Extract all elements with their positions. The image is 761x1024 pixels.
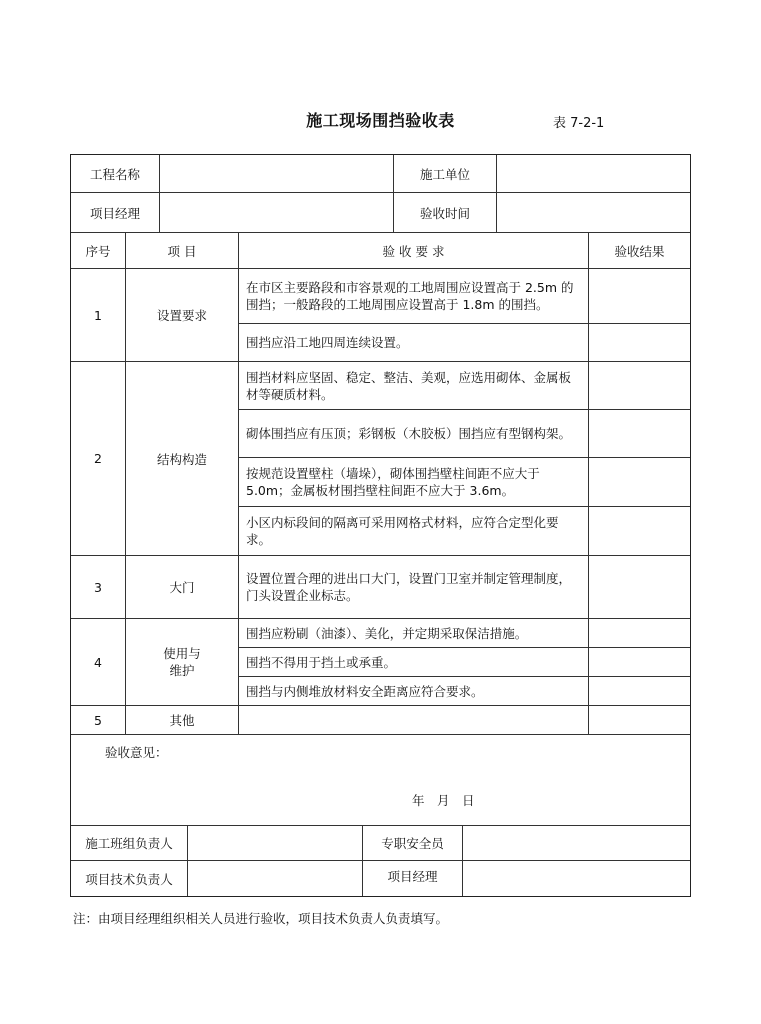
result-field[interactable] (589, 677, 690, 705)
requirement-text: 围挡与内侧堆放材料安全距离应符合要求。 (246, 683, 484, 699)
inspection-time-field[interactable] (497, 193, 690, 232)
construction-unit-label: 施工单位 (419, 166, 470, 182)
result-field[interactable] (589, 706, 690, 734)
result-field[interactable] (589, 458, 690, 506)
grid-line (71, 734, 690, 735)
column-header-item: 项 目 (167, 243, 197, 259)
tech-lead-field[interactable] (188, 861, 362, 896)
tech-lead-label: 项目技术负责人 (85, 871, 173, 887)
result-field[interactable] (589, 648, 690, 676)
result-field[interactable] (589, 507, 690, 555)
requirement-text: 围挡材料应坚固、稳定、整洁、美观，应选用砌体、金属板材等硬质材料。 (246, 369, 572, 402)
row-seq: 5 (94, 712, 102, 728)
result-field[interactable] (589, 619, 690, 647)
opinion-label: 验收意见： (105, 744, 168, 760)
project-manager-field[interactable] (160, 193, 393, 232)
opinion-date: 年 月 日 (412, 792, 475, 808)
row-item (126, 619, 238, 705)
row-item: 设置要求 (156, 308, 207, 323)
row-item: 其他 (169, 713, 195, 728)
row-item: 大门 (169, 580, 195, 595)
column-header-requirements: 验 收 要 求 (382, 243, 445, 259)
row-seq: 1 (94, 307, 102, 323)
row-item-line: 使用与 (163, 646, 201, 661)
safety-officer-field[interactable] (463, 826, 690, 860)
result-field[interactable] (589, 362, 690, 409)
requirement-text: 围挡应沿工地四周连续设置。 (246, 335, 409, 350)
requirement-text: 围挡不得用于挡土或承重。 (246, 654, 397, 670)
project-name-field[interactable] (160, 155, 393, 192)
row-seq: 2 (94, 451, 102, 466)
project-name-label: 工程名称 (89, 166, 140, 182)
column-header-seq: 序号 (85, 243, 111, 259)
result-field[interactable] (589, 269, 690, 323)
column-header-result: 验收结果 (614, 243, 665, 259)
requirement-text: 小区内标段间的隔离可采用网格式材料，应符合定型化要求。 (246, 515, 559, 547)
team-leader-label: 施工班组负责人 (85, 836, 173, 851)
row-seq: 4 (94, 654, 102, 670)
requirement-text: 砌体围挡应有压顶；彩钢板（木胶板）围挡应有型钢构架。 (246, 426, 572, 441)
requirement-text: 按规范设置壁柱（墙垛），砌体围挡壁柱间距不应大于 5.0m；金属板材围挡壁柱间距不应大于 3.6m。 (246, 466, 540, 498)
sign-project-manager-label: 项目经理 (387, 869, 438, 884)
requirement-text: 设置位置合理的进出口大门，设置门卫室并制定管理制度，门头设置企业标志。 (246, 571, 572, 603)
requirement-field[interactable] (239, 706, 588, 734)
page-title: 施工现场围挡验收表 (306, 111, 455, 130)
sign-project-manager-field[interactable] (463, 861, 690, 896)
table-number: 表 7-2-1 (553, 116, 605, 131)
result-field[interactable] (589, 556, 690, 618)
row-seq: 3 (94, 579, 102, 595)
row-item-line: 维护 (169, 663, 195, 678)
team-leader-field[interactable] (188, 826, 362, 860)
construction-unit-field[interactable] (497, 155, 690, 192)
project-manager-label: 项目经理 (89, 205, 140, 221)
requirement-text: 在市区主要路段和市容景观的工地周围应设置高于 2.5m 的围挡；一般路段的工地周围应设置高于 1.8m 的围挡。 (246, 280, 574, 312)
inspection-time-label: 验收时间 (419, 205, 470, 221)
result-field[interactable] (589, 324, 690, 361)
safety-officer-label: 专职安全员 (381, 836, 444, 851)
result-field[interactable] (589, 410, 690, 457)
requirement-text: 围挡应粉刷（油漆）、美化，并定期采取保洁措施。 (246, 625, 528, 641)
opinion-field[interactable] (71, 764, 690, 786)
row-item: 结构构造 (156, 451, 207, 467)
footnote: 注：由项目经理组织相关人员进行验收，项目技术负责人负责填写。 (73, 911, 449, 926)
